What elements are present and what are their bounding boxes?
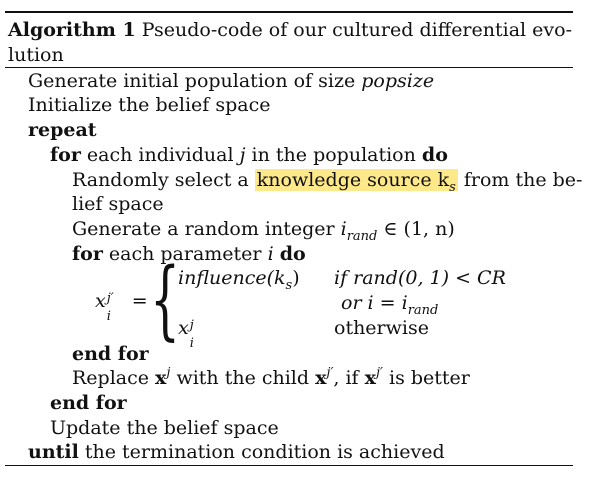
- line-text: Randomly select a: [72, 169, 255, 191]
- range-expr: ∈ (1, n): [377, 218, 455, 240]
- line-for-each-individual: [50, 143, 448, 167]
- line-replace: [72, 366, 470, 390]
- superscript: j′: [326, 365, 334, 381]
- line-for-each-parameter: [72, 242, 306, 266]
- equation-lhs: x j′ i =: [95, 290, 148, 324]
- var-popsize: popsize: [361, 70, 435, 92]
- case2-condition: [341, 291, 439, 318]
- top-rule: [5, 11, 573, 13]
- line-text: the termination condition is achieved: [78, 441, 445, 463]
- line-text: in the population: [245, 144, 422, 166]
- line-initialize-belief: Initialize the belief space: [28, 94, 271, 116]
- line-text: is better: [382, 367, 470, 389]
- var-j: j: [239, 144, 246, 166]
- algorithm-label: Algorithm 1: [8, 19, 136, 41]
- line-belief-space-cont: lief space: [72, 193, 164, 215]
- line-generate-random-integer: [72, 217, 455, 244]
- case3-expr: x j i: [178, 317, 194, 351]
- line-text: each individual: [80, 144, 240, 166]
- keyword-do: do: [421, 144, 448, 166]
- line-until: [28, 440, 445, 464]
- keyword-for: for: [72, 243, 103, 265]
- subscript-rand: rand: [346, 228, 378, 244]
- line-text: Replace: [72, 367, 156, 389]
- keyword-until: until: [28, 441, 79, 463]
- case1-expr: [178, 266, 300, 293]
- keyword-end-for-inner: end for: [72, 343, 149, 365]
- equals-sign: =: [131, 290, 148, 312]
- line-text: , if: [333, 367, 365, 389]
- var-i: i: [267, 243, 274, 265]
- line-update-belief: Update the belief space: [50, 417, 279, 439]
- line-text: from the be-: [457, 169, 583, 191]
- cond-text: or i = i: [341, 292, 408, 314]
- highlight-text: knowledge source k: [256, 169, 450, 191]
- caption-rule: [5, 67, 573, 68]
- keyword-do: do: [279, 243, 306, 265]
- algorithm-caption: [8, 18, 572, 42]
- subscript: s: [285, 277, 293, 293]
- line-text: with the child: [170, 367, 316, 389]
- case3-condition: otherwise: [334, 317, 429, 339]
- var-i: i: [340, 218, 347, 240]
- line-generate-population: [28, 69, 434, 93]
- var-x: x: [95, 290, 106, 312]
- vec-x: x: [315, 367, 327, 389]
- line-randomly-select: [72, 168, 583, 195]
- keyword-for: for: [50, 144, 81, 166]
- line-text: Generate initial population of size: [28, 70, 362, 92]
- line-text: Generate a random integer: [72, 218, 341, 240]
- caption-text-line2: lution: [8, 44, 64, 66]
- var-x: x: [178, 317, 189, 339]
- keyword-end-for-outer: end for: [50, 392, 127, 414]
- subscript-rand: rand: [407, 302, 439, 318]
- highlighted-knowledge-source: [255, 169, 458, 195]
- vec-x: x: [364, 367, 376, 389]
- keyword-repeat: repeat: [28, 119, 97, 141]
- vec-x: x: [155, 367, 167, 389]
- paren: ): [292, 267, 300, 289]
- caption-text-line1: Pseudo-code of our cultured differential evo-: [141, 19, 572, 41]
- case1-condition: if rand(0, 1) < CR: [334, 267, 506, 289]
- subscript: s: [449, 179, 456, 195]
- superscript: j: [166, 365, 171, 381]
- line-text: each parameter: [102, 243, 268, 265]
- cases-brace: {: [150, 250, 181, 350]
- superscript: j′: [375, 365, 383, 381]
- expr-influence: influence(k: [178, 267, 286, 289]
- bottom-rule: [5, 465, 573, 466]
